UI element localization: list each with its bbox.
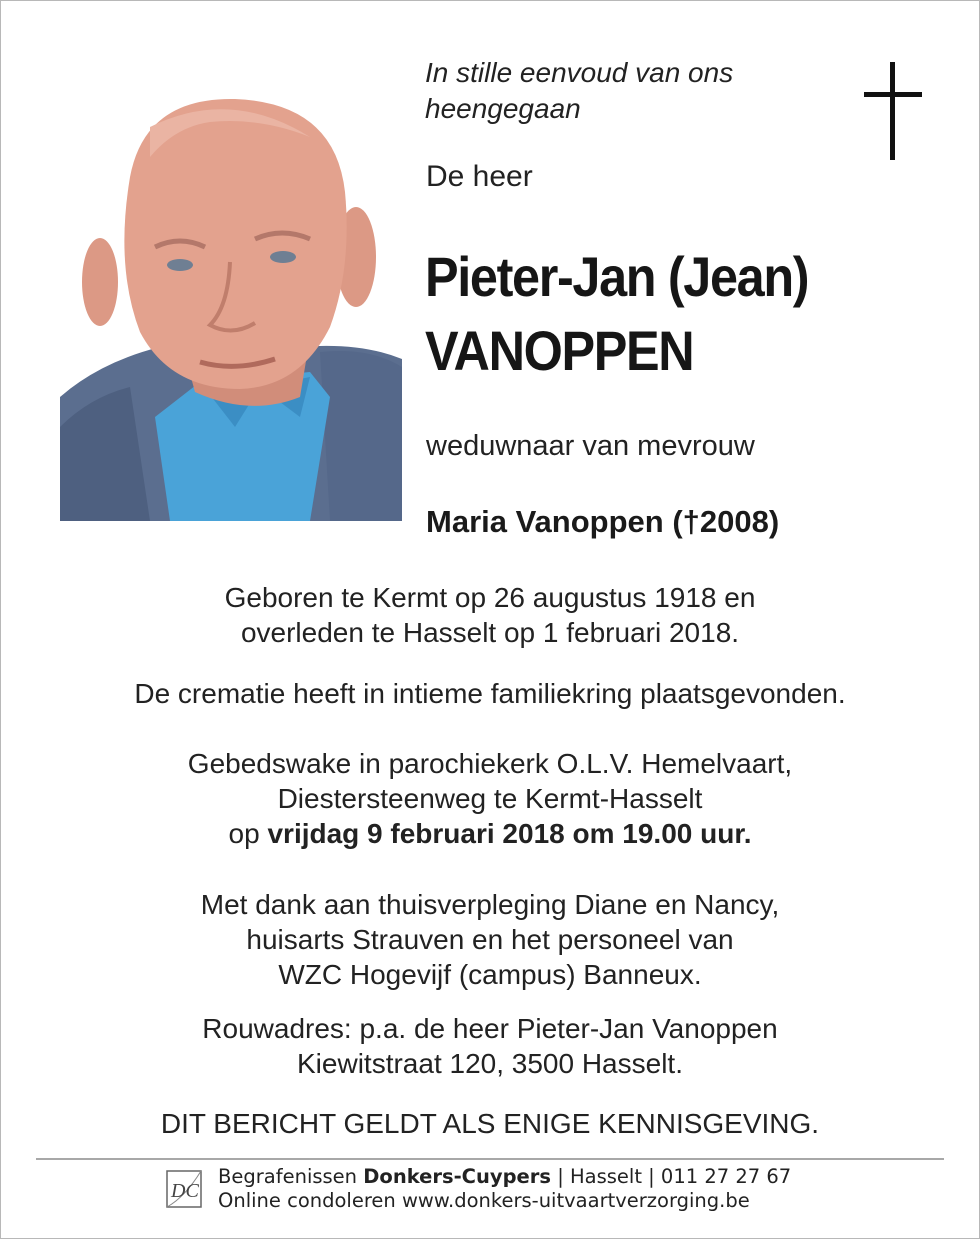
title-prefix: De heer (426, 160, 533, 193)
footer-company: Donkers-Cuypers (363, 1165, 551, 1188)
portrait-illustration (60, 97, 402, 521)
thanks-line-2: huisarts Strauven en het personeel van (246, 924, 734, 955)
birth-line: Geboren te Kermt op 26 augustus 1918 en (224, 582, 756, 613)
spouse-name: Maria Vanoppen (†2008) (426, 504, 780, 539)
footer-line-1 (218, 1165, 791, 1189)
footer-text (218, 1165, 791, 1213)
cremation-line: De crematie heeft in intieme familiekring plaatsgevonden. (134, 678, 846, 709)
address-paragraph (40, 1011, 940, 1081)
wake-line-2: Diestersteenweg te Kermt-Hasselt (277, 783, 703, 814)
widower-text: weduwnaar van mevrouw (426, 430, 755, 462)
footer-prefix: Begrafenissen (218, 1165, 364, 1188)
portrait-photo (60, 97, 402, 521)
death-line: overleden te Hasselt op 1 februari 2018. (240, 617, 740, 648)
wake-date-prefix: op (228, 818, 268, 849)
wake-date: vrijdag 9 februari 2018 om 19.00 uur. (267, 818, 752, 849)
footer-contact: | Hasselt | 011 27 27 67 (551, 1165, 792, 1188)
intro-text (425, 55, 845, 127)
dc-monogram-icon (165, 1167, 205, 1211)
name-line-1: Pieter-Jan (Jean) (425, 245, 809, 308)
birth-death-paragraph (40, 580, 940, 650)
thanks-paragraph (40, 887, 940, 992)
intro-line-1: In stille eenvoud van ons (425, 57, 734, 88)
name-line-2: VANOPPEN (425, 319, 694, 382)
logo-text: DC (171, 1180, 199, 1202)
wake-line-3 (40, 816, 940, 851)
notice-paragraph (40, 1106, 940, 1141)
wake-line-1: Gebedswake in parochiekerk O.L.V. Hemelvaart, (187, 748, 793, 779)
footer-line-2: Online condoleren www.donkers-uitvaartverzorging.be (218, 1189, 750, 1212)
intro-line-2: heengegaan (425, 93, 581, 124)
footer-divider (36, 1158, 944, 1160)
notice-line: DIT BERICHT GELDT ALS ENIGE KENNISGEVING. (160, 1108, 820, 1139)
cremation-paragraph (40, 676, 940, 711)
thanks-line-1: Met dank aan thuisverpleging Diane en Nancy, (200, 889, 780, 920)
address-line-1: Rouwadres: p.a. de heer Pieter-Jan Vanoppen (202, 1013, 778, 1044)
latin-cross-icon (864, 62, 922, 160)
thanks-line-3: WZC Hogevijf (campus) Banneux. (278, 959, 702, 990)
deceased-name (425, 240, 911, 388)
address-line-2: Kiewitstraat 120, 3500 Hasselt. (297, 1048, 683, 1079)
wake-paragraph (40, 746, 940, 851)
